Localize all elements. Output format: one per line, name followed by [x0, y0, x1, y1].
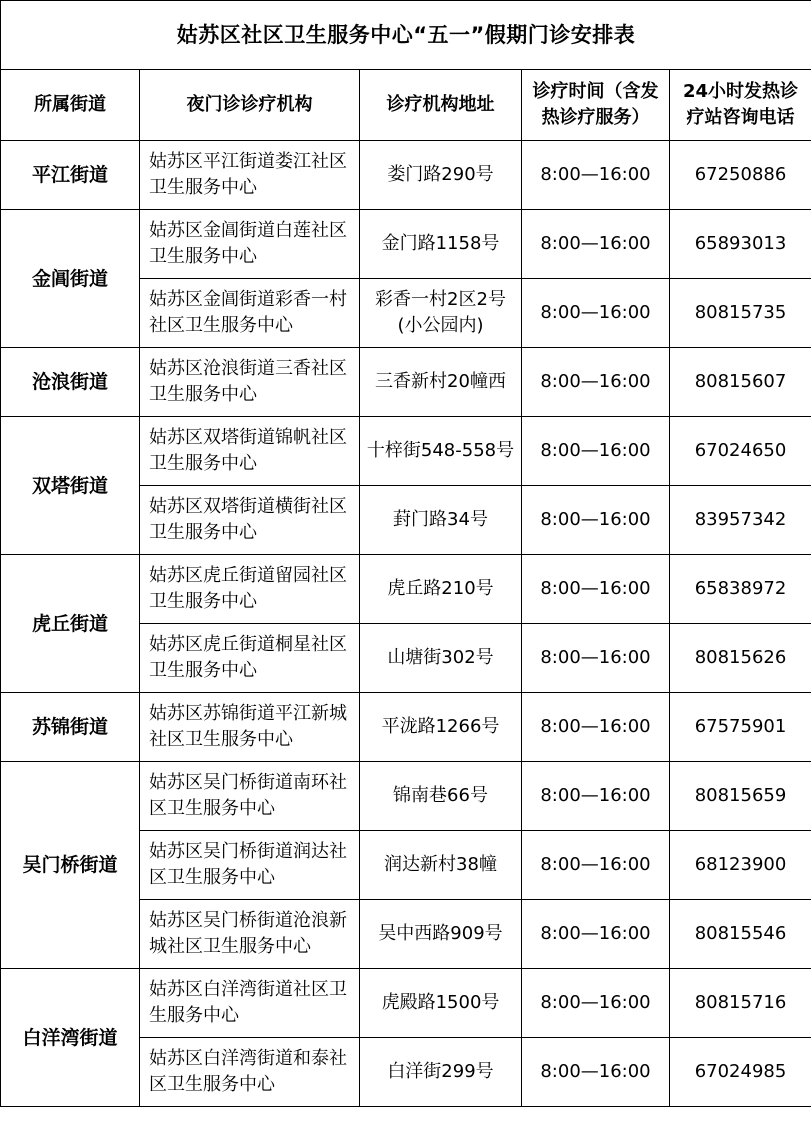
phone-cell: 65838972 — [670, 555, 811, 624]
table-row — [1, 210, 811, 279]
hours-cell: 8:00—16:00 — [522, 831, 670, 900]
phone-cell: 80815626 — [670, 624, 811, 693]
institution-cell: 姑苏区吴门桥街道润达社区卫生服务中心 — [140, 831, 360, 900]
phone-cell: 80815546 — [670, 900, 811, 969]
street-cell: 白洋湾街道 — [1, 969, 140, 1107]
phone-cell: 68123900 — [670, 831, 811, 900]
phone-cell: 67250886 — [670, 141, 811, 210]
institution-cell: 姑苏区双塔街道锦帆社区卫生服务中心 — [140, 417, 360, 486]
phone-cell: 67575901 — [670, 693, 811, 762]
header-phone: 24小时发热诊疗站咨询电话 — [670, 70, 811, 141]
phone-cell: 67024650 — [670, 417, 811, 486]
address-cell: 三香新村20幢西 — [360, 348, 522, 417]
hours-cell: 8:00—16:00 — [522, 624, 670, 693]
address-cell: 锦南巷66号 — [360, 762, 522, 831]
table-row — [1, 762, 811, 831]
hours-cell: 8:00—16:00 — [522, 762, 670, 831]
hours-cell: 8:00—16:00 — [522, 693, 670, 762]
street-cell: 虎丘街道 — [1, 555, 140, 693]
hours-cell: 8:00—16:00 — [522, 969, 670, 1038]
address-cell: 吴中西路909号 — [360, 900, 522, 969]
address-cell: 虎丘路210号 — [360, 555, 522, 624]
hours-cell: 8:00—16:00 — [522, 210, 670, 279]
header-row — [1, 70, 811, 141]
address-cell: 润达新村38幢 — [360, 831, 522, 900]
institution-cell: 姑苏区虎丘街道桐星社区卫生服务中心 — [140, 624, 360, 693]
institution-cell: 姑苏区吴门桥街道南环社区卫生服务中心 — [140, 762, 360, 831]
institution-cell: 姑苏区白洋湾街道和泰社区卫生服务中心 — [140, 1038, 360, 1107]
hours-cell: 8:00—16:00 — [522, 900, 670, 969]
institution-cell: 姑苏区金阊街道白莲社区卫生服务中心 — [140, 210, 360, 279]
page-title: 姑苏区社区卫生服务中心“五一”假期门诊安排表 — [1, 1, 811, 70]
address-cell: 娄门路290号 — [360, 141, 522, 210]
table-row — [1, 555, 811, 624]
institution-cell: 姑苏区平江街道娄江社区卫生服务中心 — [140, 141, 360, 210]
hours-cell: 8:00—16:00 — [522, 141, 670, 210]
title-row — [1, 1, 811, 70]
table-body — [1, 1, 811, 1107]
phone-cell: 80815607 — [670, 348, 811, 417]
institution-cell: 姑苏区苏锦街道平江新城社区卫生服务中心 — [140, 693, 360, 762]
address-cell: 葑门路34号 — [360, 486, 522, 555]
header-address: 诊疗机构地址 — [360, 70, 522, 141]
institution-cell: 姑苏区白洋湾街道社区卫生服务中心 — [140, 969, 360, 1038]
address-cell: 平泷路1266号 — [360, 693, 522, 762]
address-cell: 白洋街299号 — [360, 1038, 522, 1107]
institution-cell: 姑苏区吴门桥街道沧浪新城社区卫生服务中心 — [140, 900, 360, 969]
table-row — [1, 348, 811, 417]
header-street: 所属街道 — [1, 70, 140, 141]
header-hours: 诊疗时间（含发热诊疗服务） — [522, 70, 670, 141]
address-cell: 彩香一村2区2号(小公园内) — [360, 279, 522, 348]
table-row — [1, 141, 811, 210]
street-cell: 双塔街道 — [1, 417, 140, 555]
institution-cell: 姑苏区金阊街道彩香一村社区卫生服务中心 — [140, 279, 360, 348]
institution-cell: 姑苏区虎丘街道留园社区卫生服务中心 — [140, 555, 360, 624]
phone-cell: 80815716 — [670, 969, 811, 1038]
hours-cell: 8:00—16:00 — [522, 486, 670, 555]
phone-cell: 80815735 — [670, 279, 811, 348]
phone-cell: 65893013 — [670, 210, 811, 279]
phone-cell: 67024985 — [670, 1038, 811, 1107]
street-cell: 沧浪街道 — [1, 348, 140, 417]
hours-cell: 8:00—16:00 — [522, 348, 670, 417]
street-cell: 平江街道 — [1, 141, 140, 210]
address-cell: 山塘街302号 — [360, 624, 522, 693]
header-institution: 夜门诊诊疗机构 — [140, 70, 360, 141]
institution-cell: 姑苏区双塔街道横街社区卫生服务中心 — [140, 486, 360, 555]
address-cell: 十梓街548-558号 — [360, 417, 522, 486]
table-row — [1, 693, 811, 762]
street-cell: 苏锦街道 — [1, 693, 140, 762]
address-cell: 金门路1158号 — [360, 210, 522, 279]
phone-cell: 80815659 — [670, 762, 811, 831]
hours-cell: 8:00—16:00 — [522, 279, 670, 348]
table-row — [1, 417, 811, 486]
hours-cell: 8:00—16:00 — [522, 1038, 670, 1107]
street-cell: 金阊街道 — [1, 210, 140, 348]
street-cell: 吴门桥街道 — [1, 762, 140, 969]
hours-cell: 8:00—16:00 — [522, 555, 670, 624]
phone-cell: 83957342 — [670, 486, 811, 555]
address-cell: 虎殿路1500号 — [360, 969, 522, 1038]
hours-cell: 8:00—16:00 — [522, 417, 670, 486]
table-row — [1, 969, 811, 1038]
institution-cell: 姑苏区沧浪街道三香社区卫生服务中心 — [140, 348, 360, 417]
